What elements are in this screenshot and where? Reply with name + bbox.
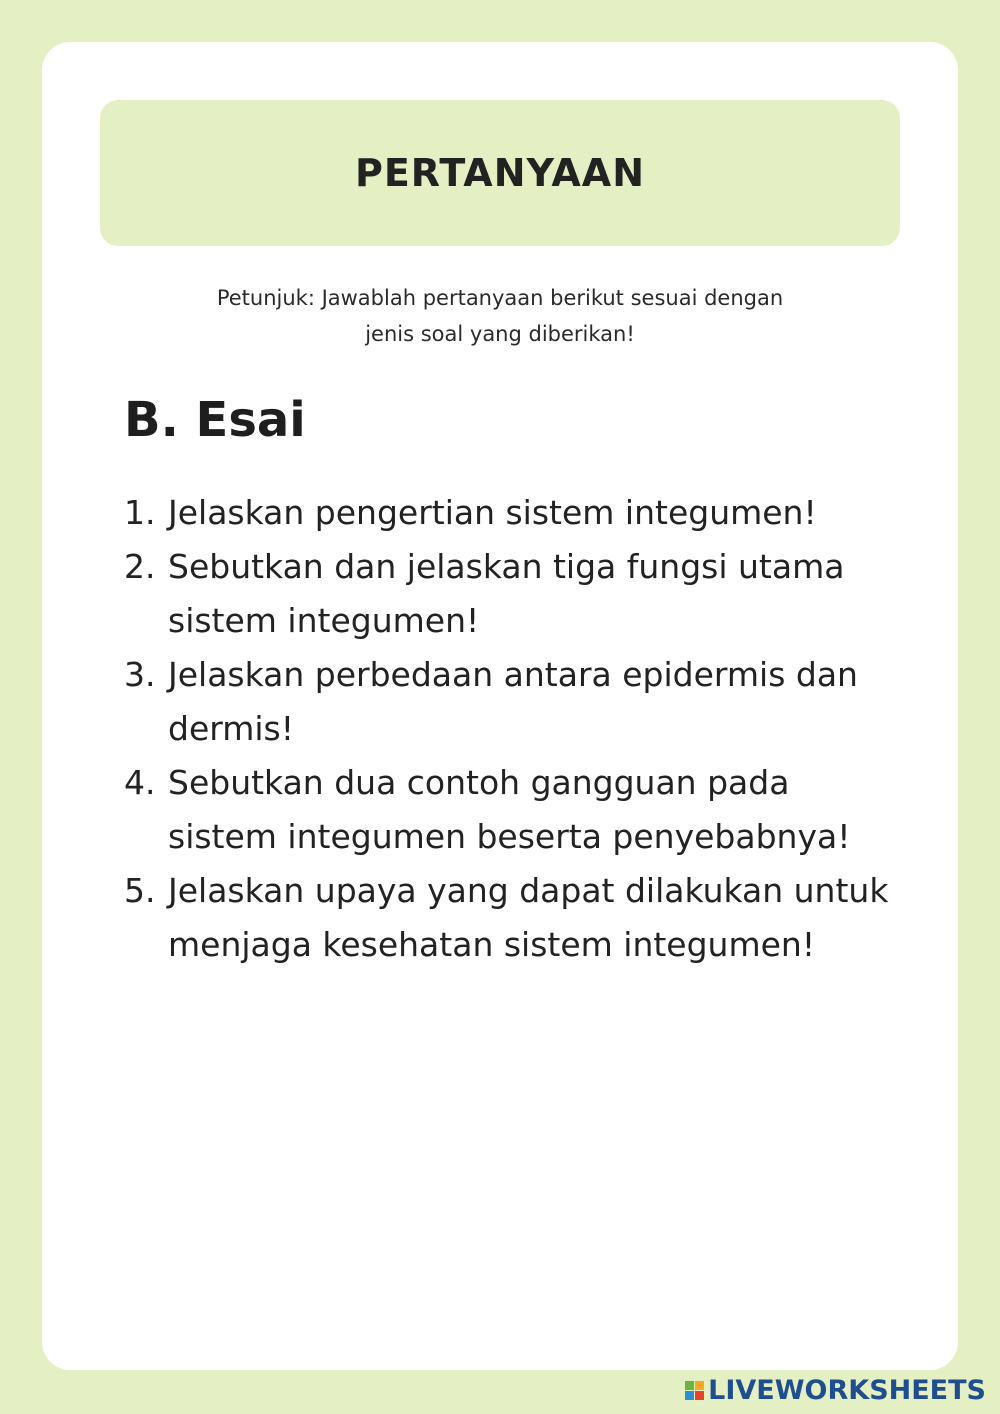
question-text: Jelaskan perbedaan antara epidermis dan dermis! bbox=[168, 655, 858, 748]
question-item-1 bbox=[124, 486, 904, 540]
logo-square-i bbox=[695, 1381, 704, 1390]
instructions-line-2: jenis soal yang diberikan! bbox=[365, 322, 635, 346]
liveworksheets-logo-icon bbox=[685, 1381, 704, 1400]
instructions-line-1: Petunjuk: Jawablah pertanyaan berikut sesuai dengan bbox=[216, 286, 784, 310]
logo-square-e bbox=[695, 1391, 704, 1400]
header-banner bbox=[100, 100, 900, 246]
watermark-text: LIVEWORKSHEETS bbox=[708, 1375, 986, 1406]
liveworksheets-watermark bbox=[685, 1375, 986, 1406]
section-title: B. Esai bbox=[124, 392, 306, 448]
question-text: Sebutkan dan jelaskan tiga fungsi utama sistem integumen! bbox=[168, 547, 845, 640]
question-text: Jelaskan upaya yang dapat dilakukan untuk menjaga kesehatan sistem integumen! bbox=[168, 871, 889, 964]
question-number: 1. bbox=[124, 493, 156, 532]
logo-square-v bbox=[685, 1391, 694, 1400]
question-text: Jelaskan pengertian sistem integumen! bbox=[168, 493, 817, 532]
page-title: PERTANYAAN bbox=[354, 151, 646, 195]
question-item-4 bbox=[124, 756, 904, 864]
question-list bbox=[124, 486, 904, 972]
instructions bbox=[120, 280, 880, 352]
question-item-3 bbox=[124, 648, 904, 756]
question-number: 2. bbox=[124, 547, 156, 586]
question-item-5 bbox=[124, 864, 904, 972]
question-number: 3. bbox=[124, 655, 156, 694]
question-number: 5. bbox=[124, 871, 156, 910]
logo-square-l bbox=[685, 1381, 694, 1390]
question-text: Sebutkan dua contoh gangguan pada sistem integumen beserta penyebabnya! bbox=[168, 763, 851, 856]
question-number: 4. bbox=[124, 763, 156, 802]
question-item-2 bbox=[124, 540, 904, 648]
